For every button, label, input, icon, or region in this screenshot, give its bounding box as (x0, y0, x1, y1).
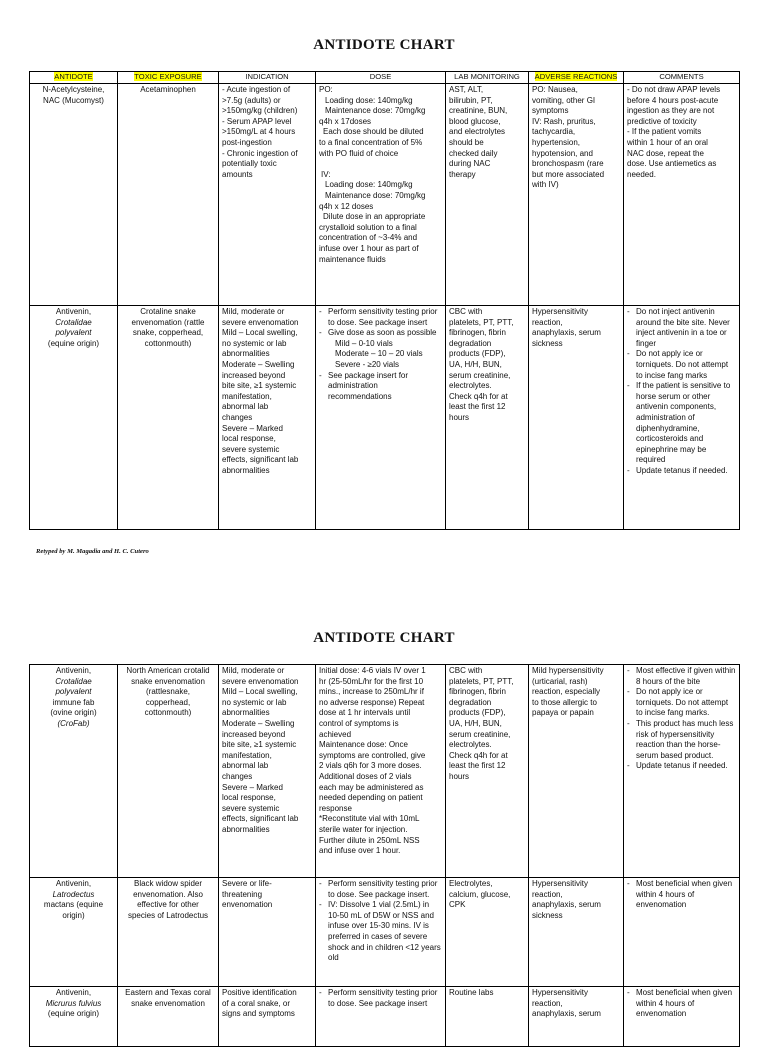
text-line: Check q4h for at (449, 750, 508, 760)
text-line: 2 vials q6h for 3 more doses. (319, 761, 422, 771)
lab-monitoring-cell (446, 84, 529, 306)
text-line: changes (222, 412, 253, 422)
antidote-cell (30, 665, 118, 878)
text-line: tachycardia, (532, 127, 576, 137)
text-line: and infuse over 1 hour. (319, 846, 401, 856)
text-line: mins., increase to 250mL/hr if (319, 687, 424, 697)
indication-cell (219, 665, 316, 878)
header-row (30, 72, 740, 84)
text-line: >150mg/L at 4 hours (222, 127, 296, 137)
text-line: - Chronic ingestion of (222, 148, 298, 158)
dose-cell (316, 306, 446, 530)
text-line: Mild hypersensitivity (532, 666, 604, 675)
text-line: PO: Nausea, (532, 85, 578, 94)
text-line: changes (222, 771, 253, 781)
list-item: - Most effective if given within 8 hours of the bite (627, 666, 736, 687)
text-line: each may be administered as (319, 782, 424, 792)
text-line: IV: Rash, pruritus, (532, 116, 596, 126)
lab-monitoring-cell (446, 665, 529, 878)
text-line: amounts (222, 169, 253, 179)
text-line: least the first 12 (449, 402, 506, 412)
text-line: Loading dose: 140mg/kg (325, 95, 413, 105)
list-item: - See package insert for administration recommendations (319, 371, 442, 403)
text-line: Maintenance dose: Once (319, 740, 408, 750)
list-item: - Perform sensitivity testing prior to dose. See package insert (319, 307, 442, 328)
comments-list (627, 988, 736, 1020)
text-line: products (FDP), (449, 708, 506, 718)
list-item: - Do not apply ice or torniquets. Do not attempt to incise fang marks. (627, 687, 736, 719)
text-line: achieved (319, 729, 352, 739)
text-line: anaphylaxis, serum (532, 900, 601, 910)
indication-cell (219, 987, 316, 1047)
exposure-cell (118, 665, 219, 878)
list-item: - Update tetanus if needed. (627, 466, 736, 477)
text-line: abnormalities (222, 465, 270, 475)
text-line: hr (25-50mL/hr for the first 10 (319, 676, 424, 686)
text-line: post-ingestion (222, 137, 272, 147)
header-comments: COMMENTS (624, 72, 740, 84)
text-line: with IV) (532, 180, 559, 190)
text-line: Positive identification (222, 988, 297, 997)
text-line: Severe or life- (222, 879, 272, 888)
text-line: Mild – 0-10 vials (335, 338, 393, 348)
antidote-cell (30, 878, 118, 987)
table-row (30, 665, 740, 878)
dose-cell (316, 878, 446, 987)
text-line: effects, significant lab (222, 455, 299, 465)
text-line: calcium, glucose, (449, 889, 511, 899)
indication-cell (219, 878, 316, 987)
text-line: cottonmouth) (144, 338, 192, 348)
text-line: reaction, especially (532, 687, 601, 697)
text-line: hypotension, and (532, 148, 593, 158)
text-line: fibrinogen, fibrin (449, 328, 506, 338)
text-line: CBC with (449, 666, 483, 675)
text-line: dose at 1 hr intervals until (319, 708, 411, 718)
text-line: and electrolytes (449, 127, 506, 137)
text-line: hypertension, (532, 137, 581, 147)
text-line: species of Latrodectus (127, 910, 209, 920)
text-line: to those allergic to (532, 697, 597, 707)
text-line: Acetaminophen (140, 85, 196, 94)
dose-list (319, 879, 442, 964)
text-line: abnormalities (222, 708, 270, 718)
text-line: Antivenin, (55, 988, 92, 997)
text-line: anaphylaxis, serum (532, 328, 601, 338)
text-line: bite site, ≥1 systemic (222, 740, 297, 750)
text-line: symptoms are controlled, give (319, 750, 426, 760)
text-line: snake, copperhead, (132, 328, 204, 338)
text-line: copperhead, (145, 697, 191, 707)
text-line: response (319, 803, 352, 813)
text-line: abnormal lab (222, 761, 269, 771)
text-line: >7.5g (adults) or (222, 95, 281, 105)
text-line: but more associated (532, 169, 605, 179)
text-line: no systemic or lab (222, 697, 287, 707)
text-line: Maintenance dose: 70mg/kg (325, 106, 426, 116)
text-line: severe envenomation (222, 317, 299, 327)
text-line: North American crotalid (126, 666, 210, 675)
text-line: therapy (449, 169, 476, 179)
text-line: bite site, ≥1 systemic (222, 381, 297, 391)
comments-cell (624, 665, 740, 878)
text-line: Eastern and Texas coral (125, 988, 211, 997)
list-item: - Give dose as soon as possible (319, 328, 442, 339)
text-line: cottonmouth) (144, 708, 192, 718)
text-line: degradation (449, 338, 492, 348)
text-line: severe systemic (222, 444, 280, 454)
table-row (30, 84, 740, 306)
text-line: Crotalidae (55, 317, 92, 327)
text-line: Severe – Marked (222, 423, 283, 433)
text-line: mactans (equine (43, 900, 104, 910)
text-line: envenomation (222, 900, 273, 910)
page-title-2: ANTIDOTE CHART (313, 630, 455, 646)
text-line: reaction, (532, 317, 563, 327)
text-line: needed depending on patient (319, 793, 423, 803)
text-line: abnormal lab (222, 402, 269, 412)
text-line: increased beyond (222, 370, 286, 380)
text-line: q4h x 12 doses (319, 201, 374, 211)
table-row (30, 306, 740, 530)
text-line: degradation (449, 697, 492, 707)
text-line: Moderate – Swelling (222, 359, 295, 369)
text-line: - Do not draw APAP levels (627, 85, 721, 94)
text-line: should be (449, 137, 484, 147)
text-line: Latrodectus (52, 889, 95, 899)
list-item: - If the patient is sensitive to horse serum or other antivenin components, administration of diphenhydramine, corticosteroids and epinephrine may be required (627, 381, 736, 466)
text-line: severe envenomation (222, 676, 299, 686)
text-line: of a coral snake, or (222, 998, 291, 1008)
adverse-reactions-cell (529, 84, 624, 306)
text-line: Hypersensitivity (532, 307, 589, 316)
adverse-reactions-cell (529, 306, 624, 530)
text-line: >150mg/kg (children) (222, 106, 298, 116)
text-line: increased beyond (222, 729, 286, 739)
header-adverse-reactions: ADVERSE REACTIONS (529, 72, 624, 84)
text-line: q4h x 17doses (319, 116, 372, 126)
text-line: dose. Use antiemetics as (627, 159, 717, 169)
header-indication: INDICATION (219, 72, 316, 84)
text-line: fibrinogen, fibrin (449, 687, 506, 697)
text-line: snake envenomation (131, 676, 205, 686)
text-line: blood glucose, (449, 116, 501, 126)
text-line: predictive of toxicity (627, 116, 697, 126)
text-line: Initial dose: 4-6 vials IV over 1 (319, 666, 426, 675)
text-line: local response, (222, 793, 276, 803)
antidote-table-2 (29, 664, 740, 1047)
text-line: Micrurus fulvius (45, 998, 102, 1008)
text-line: maintenance fluids (319, 254, 386, 264)
table-row (30, 878, 740, 987)
text-line: Mild, moderate or (222, 666, 285, 675)
header-antidote: ANTIDOTE (30, 72, 118, 84)
adverse-reactions-cell (529, 878, 624, 987)
text-line (319, 159, 442, 170)
comments-list (627, 879, 736, 911)
comments-cell (624, 84, 740, 306)
text-line: sickness (532, 338, 563, 348)
text-line: during NAC (449, 159, 491, 169)
text-line: *Reconstitute vial with 10mL (319, 814, 420, 824)
text-line: reaction, (532, 889, 563, 899)
text-line: control of symptoms is (319, 718, 399, 728)
text-line: immune fab (52, 697, 95, 707)
text-line: abnormalities (222, 349, 270, 359)
list-item: - Perform sensitivity testing prior to dose. See package insert. (319, 879, 442, 900)
adverse-reactions-cell (529, 987, 624, 1047)
text-line: (equine origin) (47, 338, 100, 348)
list-item: - IV: Dissolve 1 vial (2.5mL) in 10-50 mL of D5W or NSS and infuse over 15-30 mins. IV is preferred in cases of severe shock and in children <12 years old (319, 900, 442, 964)
text-line: Hypersensitivity (532, 879, 589, 888)
text-line: within 1 hour of an oral (627, 137, 708, 147)
text-line: effective for other (137, 900, 199, 910)
text-line: Severe - ≥20 vials (335, 359, 399, 369)
text-line: vomiting, other GI (532, 95, 596, 105)
antidote-cell (30, 84, 118, 306)
dose-list (319, 307, 442, 339)
text-line: NAC dose, repeat the (627, 148, 704, 158)
text-line: bronchospasm (rare (532, 159, 604, 169)
comments-cell (624, 878, 740, 987)
text-line: Mild, moderate or (222, 307, 285, 316)
page-title-1: ANTIDOTE CHART (313, 37, 455, 53)
text-line: Hypersensitivity (532, 988, 589, 997)
table-row (30, 987, 740, 1047)
text-line: no adverse response) Repeat (319, 697, 425, 707)
list-item: - Do not apply ice or torniquets. Do not attempt to incise fang marks (627, 349, 736, 381)
list-item: - Update tetanus if needed. (627, 761, 736, 772)
text-line: symptoms (532, 106, 569, 116)
text-line: electrolytes. (449, 381, 492, 391)
text-line: N-Acetylcysteine, (42, 85, 105, 94)
text-line: platelets, PT, PTT, (449, 676, 514, 686)
text-line: polyvalent (55, 687, 92, 697)
text-line: Maintenance dose: 70mg/kg (325, 190, 426, 200)
text-line: envenomation (rattle (131, 317, 205, 327)
text-line: products (FDP), (449, 349, 506, 359)
text-line: Moderate – 10 – 20 vials (335, 349, 423, 359)
exposure-cell (118, 878, 219, 987)
text-line: polyvalent (55, 328, 92, 338)
text-line: Additional doses of 2 vials (319, 771, 412, 781)
text-line: hours (449, 412, 470, 422)
text-line: threatening (222, 889, 263, 899)
text-line: Check q4h for at (449, 391, 508, 401)
text-line: Crotalidae (55, 676, 92, 686)
text-line: ingestion as they are not (627, 106, 715, 116)
header-dose: DOSE (316, 72, 446, 84)
text-line: (CroFab) (57, 718, 90, 728)
text-line: local response, (222, 434, 276, 444)
text-line: before 4 hours post-acute (627, 95, 719, 105)
text-line: reaction, (532, 998, 563, 1008)
text-line: Antivenin, (55, 666, 92, 675)
text-line: electrolytes. (449, 740, 492, 750)
comments-cell (624, 306, 740, 530)
text-line: Mild – Local swelling, (222, 328, 298, 338)
list-item: - This product has much less risk of hypersensitivity reaction than the horse-serum based product. (627, 719, 736, 761)
text-line: Severe – Marked (222, 782, 283, 792)
text-line: envenomation. Also (133, 889, 203, 899)
dose-list (319, 371, 442, 403)
adverse-reactions-cell (529, 665, 624, 878)
text-line: UA, H/H, BUN, (449, 359, 502, 369)
comments-list (627, 666, 736, 772)
text-line: needed. (627, 169, 656, 179)
text-line: (equine origin) (47, 1009, 100, 1019)
text-line: - If the patient vomits (627, 127, 702, 137)
header-lab-monitoring: LAB MONITORING (446, 72, 529, 84)
text-line: Each dose should be diluted (323, 127, 424, 137)
exposure-cell (118, 84, 219, 306)
text-line: sterile water for injection. (319, 824, 408, 834)
text-line: anaphylaxis, serum (532, 1009, 601, 1019)
text-line: PO: (319, 85, 333, 94)
text-line: Loading dose: 140mg/kg (325, 180, 413, 190)
antidote-cell (30, 306, 118, 530)
text-line: hours (449, 771, 470, 781)
antidote-cell (30, 987, 118, 1047)
text-line: Mild – Local swelling, (222, 687, 298, 697)
retyped-by-note: Retyped by M. Magadia and H. C. Cutero (36, 548, 149, 555)
text-line: manifestation, (222, 391, 272, 401)
dose-cell (316, 84, 446, 306)
text-line: Moderate – Swelling (222, 718, 295, 728)
text-line: infuse over 1 hour as part of (319, 243, 419, 253)
text-line: AST, ALT, (449, 85, 484, 94)
lab-monitoring-cell (446, 878, 529, 987)
text-line: platelets, PT, PTT, (449, 317, 514, 327)
text-line: CPK (449, 900, 466, 910)
text-line: with PO fluid of choice (319, 148, 399, 158)
comments-list (627, 307, 736, 477)
text-line: Black widow spider (133, 879, 203, 888)
antidote-table-1 (29, 71, 740, 530)
list-item: - Do not inject antivenin around the bite site. Never inject antivenin in a toe or finger (627, 307, 736, 349)
lab-monitoring-cell (446, 306, 529, 530)
text-line: least the first 12 (449, 761, 506, 771)
list-item: - Perform sensitivity testing prior to dose. See package insert (319, 988, 442, 1009)
text-line: UA, H/H, BUN, (449, 718, 502, 728)
text-line: checked daily (449, 148, 498, 158)
indication-cell (219, 306, 316, 530)
text-line: Dilute dose in an appropriate (323, 212, 426, 222)
exposure-cell (118, 306, 219, 530)
dose-cell (316, 665, 446, 878)
text-line: (urticarial, rash) (532, 676, 588, 686)
text-line: severe systemic (222, 803, 280, 813)
text-line: sickness (532, 910, 563, 920)
text-line: bilirubin, PT, (449, 95, 493, 105)
text-line: (rattlesnake, (145, 687, 191, 697)
text-line: snake envenomation (131, 998, 205, 1008)
text-line: (ovine origin) (50, 708, 97, 718)
text-line: Antivenin, (55, 307, 92, 316)
text-line: NAC (Mucomyst) (43, 95, 104, 105)
text-line: CBC with (449, 307, 483, 316)
list-item: - Most beneficial when given within 4 hours of envenomation (627, 988, 736, 1020)
list-item: - Most beneficial when given within 4 hours of envenomation (627, 879, 736, 911)
text-line: creatinine, BUN, (449, 106, 508, 116)
text-line: serum creatinine, (449, 370, 511, 380)
text-line: signs and symptoms (222, 1009, 295, 1019)
text-line: - Acute ingestion of (222, 85, 291, 94)
text-line: to a final concentration of 5% (319, 137, 423, 147)
comments-cell (624, 987, 740, 1047)
text-line: abnormalities (222, 824, 270, 834)
text-line: serum creatinine, (449, 729, 511, 739)
text-line: effects, significant lab (222, 814, 299, 824)
text-line: Further dilute in 250mL NSS (319, 835, 420, 845)
text-line: Antivenin, (55, 879, 92, 888)
text-line: papaya or papain (532, 708, 594, 718)
text-line: crystalloid solution to a final (319, 222, 417, 232)
text-line: Routine labs (449, 988, 494, 997)
dose-list (319, 988, 442, 1009)
header-toxic-exposure: TOXIC EXPOSURE (118, 72, 219, 84)
text-line: origin) (62, 910, 85, 920)
text-line: no systemic or lab (222, 338, 287, 348)
text-line: manifestation, (222, 750, 272, 760)
dose-cell (316, 987, 446, 1047)
text-line: concentration of ~3-4% and (319, 233, 418, 243)
indication-cell (219, 84, 316, 306)
text-line: - Serum APAP level (222, 116, 292, 126)
text-line: IV: (321, 169, 331, 179)
text-line: Electrolytes, (449, 879, 493, 888)
exposure-cell (118, 987, 219, 1047)
text-line: potentially toxic (222, 159, 277, 169)
text-line: Crotaline snake (140, 307, 196, 316)
lab-monitoring-cell (446, 987, 529, 1047)
